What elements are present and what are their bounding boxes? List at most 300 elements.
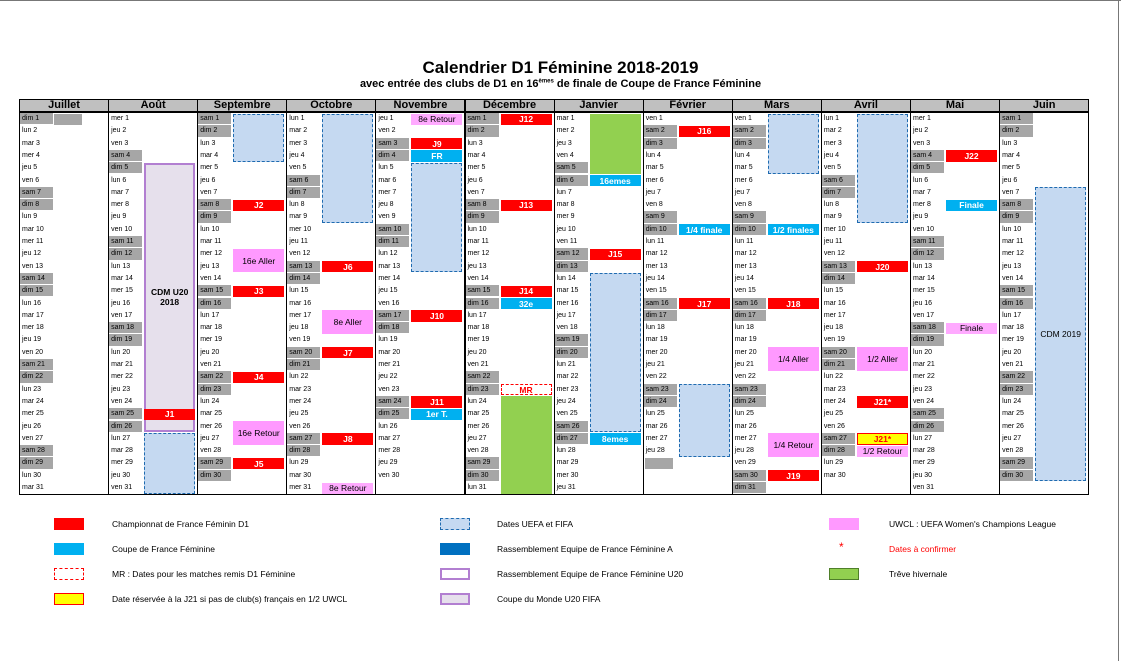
- day-cell: mar 11: [466, 236, 499, 248]
- day-cell: lun 8: [822, 199, 855, 211]
- day-cell: lun 4: [644, 150, 677, 162]
- day-cell: sam 11: [911, 236, 944, 248]
- day-cell: jeu 30: [911, 470, 944, 482]
- day-cell: ven 30: [376, 470, 409, 482]
- month-header-1: Août: [108, 99, 198, 112]
- day-cell: jeu 22: [376, 371, 409, 383]
- legend-swatch-blue: [54, 543, 84, 555]
- day-cell: lun 20: [911, 347, 944, 359]
- day-cell: mer 8: [911, 199, 944, 211]
- day-cell: mer 10: [287, 224, 320, 236]
- day-cell: ven 8: [644, 199, 677, 211]
- event-j10: J10: [411, 310, 462, 321]
- day-cell: mer 8: [109, 199, 142, 211]
- day-cell: jeu 23: [109, 384, 142, 396]
- month-header-5: Décembre: [465, 99, 555, 112]
- day-cell: lun 10: [1000, 224, 1033, 236]
- day-cell: jeu 7: [644, 187, 677, 199]
- day-cell: ven 9: [376, 211, 409, 223]
- day-cell: sam 27: [822, 433, 855, 445]
- day-cell: jeu 1: [376, 113, 409, 125]
- day-cell: mar 7: [911, 187, 944, 199]
- day-cell: lun 20: [109, 347, 142, 359]
- legend-label: Dates à confirmer: [889, 544, 957, 554]
- day-cell: dim 8: [20, 199, 53, 211]
- month-header-4: Novembre: [375, 99, 465, 112]
- day-cell: mar 18: [198, 322, 231, 334]
- legend-label: Date réservée à la J21 si pas de club(s) français en 1/2 UWCL: [112, 594, 348, 604]
- day-cell: sam 6: [822, 175, 855, 187]
- day-cell: mar 14: [109, 273, 142, 285]
- day-cell: lun 18: [644, 322, 677, 334]
- day-cell: mar 9: [822, 211, 855, 223]
- day-cell: mer 28: [376, 445, 409, 457]
- day-cell: dim 2: [1000, 125, 1033, 137]
- day-cell: dim 9: [1000, 211, 1033, 223]
- day-cell: ven 21: [466, 359, 499, 371]
- day-cell: dim 18: [376, 322, 409, 334]
- day-cell: sam 19: [555, 334, 588, 346]
- day-cell: mer 3: [287, 138, 320, 150]
- day-cell: jeu 28: [733, 445, 766, 457]
- day-cell: dim 29: [20, 457, 53, 469]
- day-cell: mar 29: [555, 457, 588, 469]
- day-cell: mar 14: [911, 273, 944, 285]
- month-header-2: Septembre: [197, 99, 287, 112]
- day-cell: sam 18: [911, 322, 944, 334]
- day-cell: ven 10: [911, 224, 944, 236]
- day-cell: ven 6: [20, 175, 53, 187]
- legend-label: Coupe de France Féminine: [112, 544, 216, 554]
- day-cell: ven 27: [20, 433, 53, 445]
- day-cell: sam 25: [109, 408, 142, 420]
- day-cell: mar 19: [733, 334, 766, 346]
- day-cell: jeu 24: [555, 396, 588, 408]
- day-cell: sam 14: [20, 273, 53, 285]
- day-cell: dim 12: [109, 248, 142, 260]
- day-cell: mer 5: [1000, 162, 1033, 174]
- day-cell: lun 8: [287, 199, 320, 211]
- day-cell: mer 26: [466, 421, 499, 433]
- day-cell: sam 30: [733, 470, 766, 482]
- legend-label: UWCL : UEFA Women's Champions League: [889, 519, 1056, 529]
- legend-swatch-lavfill: [440, 593, 470, 605]
- day-cell: lun 14: [555, 273, 588, 285]
- day-cell: ven 26: [287, 421, 320, 433]
- day-cell: jeu 27: [1000, 433, 1033, 445]
- event-cdm-u20-2018: CDM U20 2018: [144, 163, 195, 433]
- day-cell: mar 24: [20, 396, 53, 408]
- day-cell: mar 13: [376, 261, 409, 273]
- day-cell: mer 16: [555, 298, 588, 310]
- event-block: [768, 114, 819, 175]
- day-cell: lun 10: [466, 224, 499, 236]
- day-cell: ven 14: [1000, 273, 1033, 285]
- event-finale: Finale: [946, 200, 997, 211]
- day-cell: mer 22: [109, 371, 142, 383]
- day-cell: dim 5: [911, 162, 944, 174]
- day-cell: mar 18: [1000, 322, 1033, 334]
- day-cell: dim 24: [733, 396, 766, 408]
- day-cell: jeu 21: [644, 359, 677, 371]
- event-cdm-2019: CDM 2019: [1035, 187, 1086, 481]
- day-cell: lun 16: [20, 298, 53, 310]
- day-cell: dim 5: [109, 162, 142, 174]
- day-cell: mar 1: [555, 113, 588, 125]
- day-cell: mar 22: [555, 371, 588, 383]
- event-finale: Finale: [946, 323, 997, 334]
- event-1-4-aller: 1/4 Aller: [768, 347, 819, 371]
- day-cell: ven 29: [733, 457, 766, 469]
- day-cell: lun 10: [198, 224, 231, 236]
- day-cell: dim 28: [287, 445, 320, 457]
- legend-label: Trêve hivernale: [889, 569, 948, 579]
- day-cell: jeu 29: [376, 457, 409, 469]
- day-cell: sam 12: [555, 248, 588, 260]
- day-cell: dim 2: [198, 125, 231, 137]
- day-cell: jeu 20: [1000, 347, 1033, 359]
- day-cell: dim 11: [376, 236, 409, 248]
- day-cell: dim 17: [733, 310, 766, 322]
- day-cell: dim 22: [20, 371, 53, 383]
- legend-swatch-green: [829, 568, 859, 580]
- day-cell: ven 8: [733, 199, 766, 211]
- day-cell: sam 22: [1000, 371, 1033, 383]
- day-cell: mar 4: [198, 150, 231, 162]
- day-cell: dim 19: [911, 334, 944, 346]
- day-cell: ven 20: [20, 347, 53, 359]
- event-j5: J5: [233, 458, 284, 469]
- month-header-9: Avril: [821, 99, 911, 112]
- day-cell: dim 26: [109, 421, 142, 433]
- day-cell: mer 19: [198, 334, 231, 346]
- day-cell: sam 16: [644, 298, 677, 310]
- day-cell: ven 24: [911, 396, 944, 408]
- day-cell: jeu 15: [376, 285, 409, 297]
- day-cell: dim 19: [109, 334, 142, 346]
- day-cell: dim 10: [733, 224, 766, 236]
- day-cell: ven 4: [555, 150, 588, 162]
- day-cell: jeu 14: [733, 273, 766, 285]
- event-block: [857, 114, 908, 224]
- day-cell: dim 7: [822, 187, 855, 199]
- day-cell: lun 12: [376, 248, 409, 260]
- event-8emes: 8emes: [590, 433, 641, 444]
- day-cell: mar 8: [555, 199, 588, 211]
- day-cell: mer 6: [733, 175, 766, 187]
- day-cell: jeu 28: [644, 445, 677, 457]
- event-j16: J16: [679, 126, 730, 137]
- day-cell: dim 3: [644, 138, 677, 150]
- day-cell: mer 20: [644, 347, 677, 359]
- day-cell: mer 19: [1000, 334, 1033, 346]
- legend-label: Dates UEFA et FIFA: [497, 519, 574, 529]
- day-cell: dim 27: [555, 433, 588, 445]
- day-cell: lun 24: [1000, 396, 1033, 408]
- day-cell: mar 4: [466, 150, 499, 162]
- day-cell: mar 19: [644, 334, 677, 346]
- event-j7: J7: [322, 347, 373, 358]
- day-cell: lun 13: [109, 261, 142, 273]
- day-cell: sam 20: [287, 347, 320, 359]
- day-cell: lun 22: [287, 371, 320, 383]
- event-block: [501, 396, 552, 493]
- day-cell: jeu 19: [20, 334, 53, 346]
- day-cell: mar 9: [287, 211, 320, 223]
- day-cell: sam 27: [287, 433, 320, 445]
- day-cell: ven 14: [466, 273, 499, 285]
- day-cell: sam 29: [198, 457, 231, 469]
- day-cell: lun 15: [822, 285, 855, 297]
- day-cell: jeu 2: [911, 125, 944, 137]
- day-cell: dim 1: [20, 113, 53, 125]
- day-cell: sam 22: [198, 371, 231, 383]
- day-cell: jeu 13: [466, 261, 499, 273]
- day-cell: sam 11: [109, 236, 142, 248]
- day-cell: mer 20: [733, 347, 766, 359]
- day-cell: ven 11: [555, 236, 588, 248]
- day-cell: jeu 6: [1000, 175, 1033, 187]
- day-cell: sam 2: [644, 125, 677, 137]
- day-cell: lun 11: [644, 236, 677, 248]
- day-cell: lun 29: [287, 457, 320, 469]
- day-cell: mer 26: [198, 421, 231, 433]
- event-j12: J12: [501, 114, 552, 125]
- day-cell: lun 27: [109, 433, 142, 445]
- day-cell: ven 19: [287, 334, 320, 346]
- day-cell: mar 16: [287, 298, 320, 310]
- day-cell: jeu 31: [555, 482, 588, 494]
- event-block: [590, 114, 641, 175]
- event-j20: J20: [857, 261, 908, 272]
- day-cell: mer 4: [20, 150, 53, 162]
- day-cell: mer 13: [644, 261, 677, 273]
- day-cell: lun 26: [376, 421, 409, 433]
- day-cell: lun 30: [20, 470, 53, 482]
- day-cell: lun 6: [911, 175, 944, 187]
- legend-swatch-dash: [440, 518, 470, 530]
- day-cell: lun 17: [466, 310, 499, 322]
- day-cell: mer 12: [198, 248, 231, 260]
- day-cell: dim 6: [555, 175, 588, 187]
- day-cell: jeu 13: [198, 261, 231, 273]
- day-cell: mer 30: [555, 470, 588, 482]
- day-cell: jeu 20: [466, 347, 499, 359]
- legend-label: Coupe du Monde U20 FIFA: [497, 594, 601, 604]
- event-j21: J21*: [857, 433, 908, 444]
- day-cell: mar 21: [109, 359, 142, 371]
- day-cell: mar 6: [376, 175, 409, 187]
- day-cell: sam 6: [287, 175, 320, 187]
- day-cell: dim 24: [644, 396, 677, 408]
- day-cell: dim 9: [466, 211, 499, 223]
- day-cell: mar 5: [644, 162, 677, 174]
- day-cell: ven 14: [198, 273, 231, 285]
- subtitle-post: de finale de Coupe de France Féminine: [553, 78, 762, 90]
- day-cell: jeu 18: [822, 322, 855, 334]
- day-cell: jeu 25: [287, 408, 320, 420]
- event-block: [322, 114, 373, 224]
- event-8e-retour: 8e Retour: [411, 114, 462, 125]
- month-header-3: Octobre: [286, 99, 376, 112]
- event-block: [645, 458, 673, 469]
- day-cell: mer 7: [376, 187, 409, 199]
- day-cell: ven 3: [109, 138, 142, 150]
- legend-label: Championnat de France Féminin D1: [112, 519, 250, 529]
- day-cell: ven 10: [109, 224, 142, 236]
- legend-swatch-mr: [54, 568, 84, 580]
- event-1-4-finale: 1/4 finale: [679, 224, 730, 235]
- day-cell: mer 22: [911, 371, 944, 383]
- day-cell: jeu 11: [822, 236, 855, 248]
- day-cell: mar 25: [198, 408, 231, 420]
- event-1er-t: 1er T.: [411, 409, 462, 420]
- day-cell: lun 22: [822, 371, 855, 383]
- day-cell: mar 4: [1000, 150, 1033, 162]
- day-cell: mer 27: [644, 433, 677, 445]
- day-cell: mer 14: [376, 273, 409, 285]
- day-cell: mer 2: [555, 125, 588, 137]
- day-cell: dim 16: [198, 298, 231, 310]
- day-cell: mar 17: [20, 310, 53, 322]
- day-cell: lun 6: [109, 175, 142, 187]
- day-cell: sam 23: [733, 384, 766, 396]
- day-cell: lun 19: [376, 334, 409, 346]
- day-cell: dim 3: [733, 138, 766, 150]
- event-32e: 32e: [501, 298, 552, 309]
- day-cell: mer 17: [822, 310, 855, 322]
- day-cell: dim 14: [822, 273, 855, 285]
- legend-swatch-lavline: [440, 568, 470, 580]
- day-cell: ven 16: [376, 298, 409, 310]
- page-title: Calendrier D1 Féminine 2018-2019: [422, 58, 699, 77]
- day-cell: lun 1: [822, 113, 855, 125]
- day-cell: lun 21: [555, 359, 588, 371]
- day-cell: ven 5: [822, 162, 855, 174]
- day-cell: ven 23: [376, 384, 409, 396]
- day-cell: mar 3: [20, 138, 53, 150]
- day-cell: ven 26: [822, 421, 855, 433]
- day-cell: dim 30: [466, 470, 499, 482]
- day-cell: mer 31: [287, 482, 320, 494]
- day-cell: sam 13: [287, 261, 320, 273]
- day-cell: sam 4: [109, 150, 142, 162]
- day-cell: mer 29: [911, 457, 944, 469]
- day-cell: sam 29: [466, 457, 499, 469]
- day-cell: sam 22: [466, 371, 499, 383]
- day-cell: jeu 11: [287, 236, 320, 248]
- event-j19: J19: [768, 470, 819, 481]
- day-cell: mer 5: [198, 162, 231, 174]
- day-cell: dim 2: [466, 125, 499, 137]
- day-cell: ven 24: [109, 396, 142, 408]
- day-cell: mer 18: [20, 322, 53, 334]
- day-cell: mar 27: [376, 433, 409, 445]
- month-header-11: Juin: [999, 99, 1089, 112]
- day-cell: ven 21: [198, 359, 231, 371]
- day-cell: jeu 17: [555, 310, 588, 322]
- event-j18: J18: [768, 298, 819, 309]
- day-cell: sam 8: [466, 199, 499, 211]
- day-cell: lun 9: [20, 211, 53, 223]
- day-cell: mer 15: [911, 285, 944, 297]
- event-j15: J15: [590, 249, 641, 260]
- day-cell: sam 1: [466, 113, 499, 125]
- event-j21: J21*: [857, 396, 908, 407]
- day-cell: mer 12: [466, 248, 499, 260]
- event-j14: J14: [501, 286, 552, 297]
- day-cell: mar 23: [822, 384, 855, 396]
- day-cell: sam 10: [376, 224, 409, 236]
- day-cell: lun 18: [733, 322, 766, 334]
- day-cell: dim 28: [822, 445, 855, 457]
- day-cell: lun 17: [198, 310, 231, 322]
- day-cell: ven 19: [822, 334, 855, 346]
- day-cell: mer 23: [555, 384, 588, 396]
- day-cell: jeu 25: [822, 408, 855, 420]
- month-header-8: Mars: [732, 99, 822, 112]
- day-cell: sam 9: [644, 211, 677, 223]
- event-j4: J4: [233, 372, 284, 383]
- day-cell: jeu 26: [20, 421, 53, 433]
- day-cell: ven 7: [466, 187, 499, 199]
- day-cell: sam 20: [822, 347, 855, 359]
- day-cell: jeu 16: [109, 298, 142, 310]
- day-cell: mer 9: [555, 211, 588, 223]
- event-j1: J1: [144, 409, 195, 420]
- event-mr: MR: [501, 384, 552, 395]
- event-1-4-retour: 1/4 Retour: [768, 433, 819, 457]
- day-cell: mer 6: [644, 175, 677, 187]
- event-1-2-finales: 1/2 finales: [768, 224, 819, 235]
- day-cell: sam 28: [20, 445, 53, 457]
- day-cell: ven 12: [822, 248, 855, 260]
- day-cell: mar 11: [198, 236, 231, 248]
- day-cell: mer 3: [822, 138, 855, 150]
- day-cell: ven 18: [555, 322, 588, 334]
- day-cell: mar 12: [733, 248, 766, 260]
- legend-swatch-yellow: [54, 593, 84, 605]
- day-cell: lun 7: [555, 187, 588, 199]
- day-cell: jeu 9: [109, 211, 142, 223]
- day-cell: lun 13: [911, 261, 944, 273]
- event-j17: J17: [679, 298, 730, 309]
- month-header-6: Janvier: [554, 99, 644, 112]
- day-cell: ven 22: [644, 371, 677, 383]
- day-cell: dim 16: [1000, 298, 1033, 310]
- day-cell: mar 28: [911, 445, 944, 457]
- day-cell: jeu 10: [555, 224, 588, 236]
- day-cell: ven 2: [376, 125, 409, 137]
- subtitle-pre: avec entrée des clubs de D1 en 16: [359, 78, 539, 90]
- day-cell: lun 2: [20, 125, 53, 137]
- day-cell: ven 3: [911, 138, 944, 150]
- day-cell: mer 29: [109, 457, 142, 469]
- event-j22: J22: [946, 150, 997, 161]
- day-cell: sam 15: [1000, 285, 1033, 297]
- day-cell: sam 8: [198, 199, 231, 211]
- day-cell: mar 20: [376, 347, 409, 359]
- event-j9: J9: [411, 138, 462, 149]
- day-cell: jeu 4: [822, 150, 855, 162]
- day-cell: mer 12: [1000, 248, 1033, 260]
- day-cell: sam 15: [466, 285, 499, 297]
- day-cell: mar 30: [822, 470, 855, 482]
- day-cell: mer 15: [109, 285, 142, 297]
- day-cell: mer 1: [911, 113, 944, 125]
- event-fr: FR: [411, 150, 462, 161]
- day-cell: mer 17: [287, 310, 320, 322]
